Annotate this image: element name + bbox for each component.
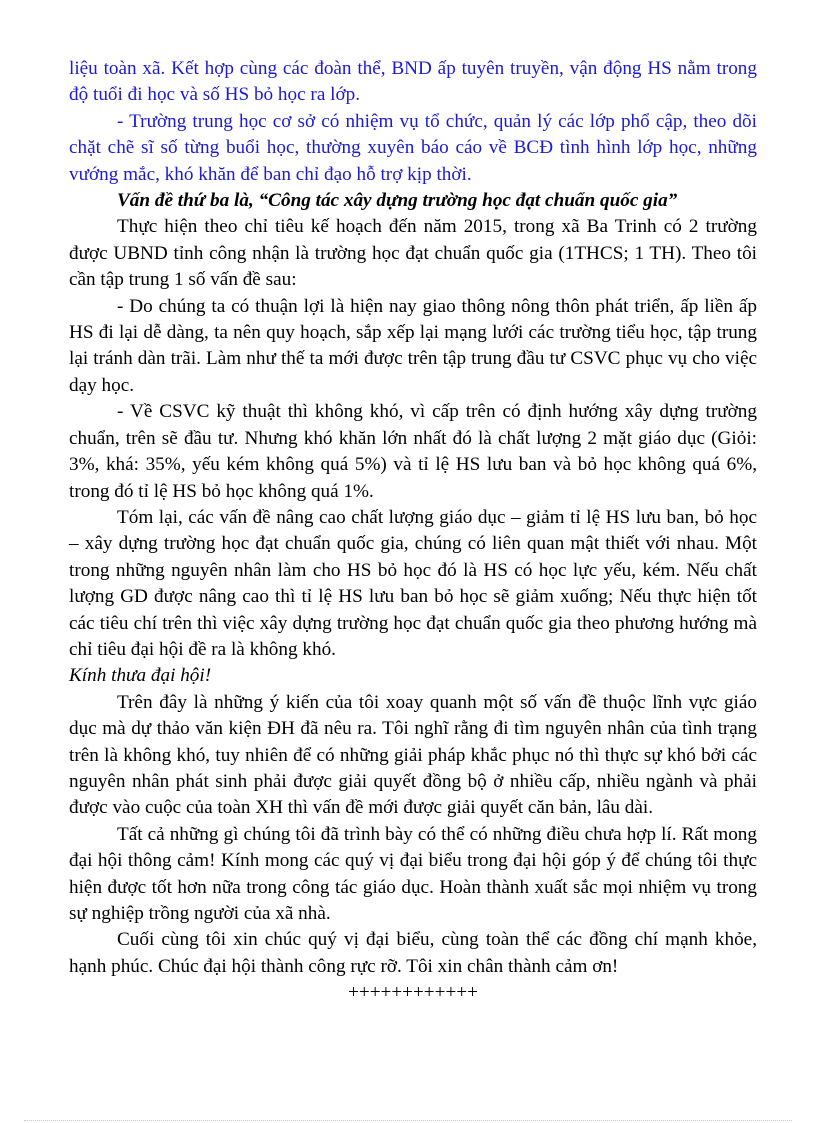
paragraph-blue-1: liệu toàn xã. Kết hợp cùng các đoàn thể, BND ấp tuyên truyền, vận động HS nằm trong độ tuổi đi học và số HS bỏ học ra lớp. bbox=[69, 58, 757, 106]
greeting: Kính thưa đại hội! bbox=[69, 665, 212, 687]
end-mark: ++++++++++++ bbox=[348, 982, 478, 1004]
page-bottom-border bbox=[24, 1120, 792, 1121]
paragraph-4: - Do chúng ta có thuận lợi là hiện nay giao thông nông thôn phát triển, ấp liền ấp HS đi lại dễ dàng, ta nên quy hoạch, sắp xếp lại mạng lưới các trường tiểu học, tập trung lại tránh dàn trãi. Làm như thế ta mới được trên tập trung đầu tư CSVC phục vụ cho việc dạy học. bbox=[69, 295, 757, 396]
paragraph-3: Thực hiện theo chỉ tiêu kế hoạch đến năm 2015, trong xã Ba Trinh có 2 trường được UBND tỉnh công nhận là trường học đạt chuẩn quốc gia (1THCS; 1 TH). Theo tôi cần tập trung 1 số vấn đề sau: bbox=[69, 216, 757, 291]
section-heading-lead: Vấn đề thứ ba là, bbox=[117, 190, 259, 212]
paragraph-8: Tất cả những gì chúng tôi đã trình bày có thể có những điều chưa hợp lí. Rất mong đại hội thông cảm! Kính mong các quý vị đại biểu trong đại hội góp ý để chúng tôi thực hiện được tốt hơn nữa trong công tác giáo dục. Hoàn thành xuất sắc mọi nhiệm vụ trong sự nghiệp trồng người của xã nhà. bbox=[69, 823, 757, 924]
section-heading bbox=[69, 188, 757, 214]
paragraph-blue-2: - Trường trung học cơ sở có nhiệm vụ tổ chức, quản lý các lớp phổ cập, theo dõi chặt chẽ sĩ số từng buổi học, thường xuyên báo cáo về BCĐ tình hình lớp học, những vướng mắc, khó khăn để ban chỉ đạo hỗ trợ kịp thời. bbox=[69, 110, 757, 185]
paragraph-5: - Về CSVC kỹ thuật thì không khó, vì cấp trên có định hướng xây dựng trường chuẩn, trên sẽ đầu tư. Nhưng khó khăn lớn nhất đó là chất lượng 2 mặt giáo dục (Giỏi: 3%, khá: 35%, yếu kém không quá 5%) và tỉ lệ HS lưu ban và bỏ học không quá 6%, trong đó tỉ lệ HS bỏ học không quá 1%. bbox=[69, 401, 757, 502]
document-page bbox=[69, 56, 757, 1007]
paragraph-7: Trên đây là những ý kiến của tôi xoay quanh một số vấn đề thuộc lĩnh vực giáo dục mà dự thảo văn kiện ĐH đã nêu ra. Tôi nghĩ rằng đi tìm nguyên nhân của tình trạng trên là không khó, tuy nhiên để có những giải pháp khắc phục nó thì thực sự khó bởi các nguyên nhân phát sinh phải được giải quyết đồng bộ ở nhiều cấp, nhiều ngành và phải được vào cuộc của toàn XH thì vấn đề mới được giải quyết căn bản, lâu dài. bbox=[69, 691, 757, 819]
paragraph-6: Tóm lại, các vấn đề nâng cao chất lượng giáo dục – giảm tỉ lệ HS lưu ban, bỏ học – xây dựng trường học đạt chuẩn quốc gia, chúng có liên quan mật thiết với nhau. Một trong những nguyên nhân làm cho HS bỏ học đó là HS có học lực yếu, kém. Nếu chất lượng GD được nâng cao thì tỉ lệ HS lưu ban bỏ học sẽ giảm xuống; Nếu thực hiện tốt các tiêu chí trên thì việc xây dựng trường học đạt chuẩn quốc gia theo phương hướng mà chỉ tiêu đại hội đề ra là không khó. bbox=[69, 506, 757, 660]
section-heading-quote: “Công tác xây dựng trường học đạt chuẩn quốc gia” bbox=[258, 190, 678, 212]
paragraph-9: Cuối cùng tôi xin chúc quý vị đại biểu, cùng toàn thể các đồng chí mạnh khỏe, hạnh phúc. Chúc đại hội thành công rực rỡ. Tôi xin chân thành cảm ơn! bbox=[69, 929, 757, 977]
